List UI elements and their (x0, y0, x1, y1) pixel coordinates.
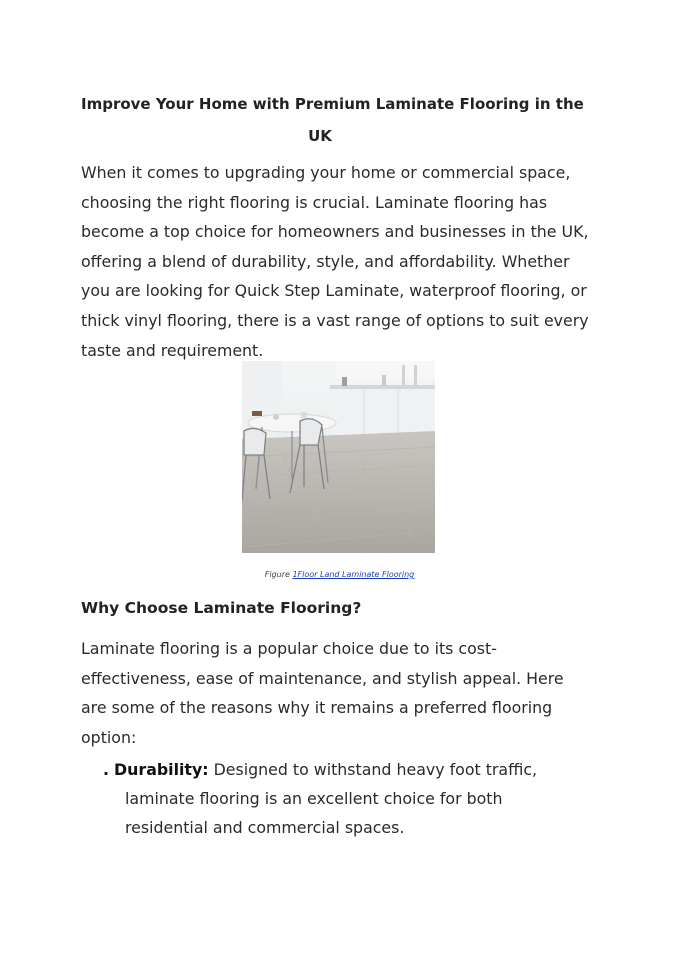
kitchen-scene-illustration (242, 361, 435, 553)
bullet-text-line-3: residential and commercial spaces. (125, 818, 405, 837)
section-heading: Why Choose Laminate Flooring? (81, 599, 362, 617)
reasons-line: are some of the reasons why it remains a preferred flooring (81, 698, 553, 718)
reasons-line: Laminate flooring is a popular choice due to its cost- (81, 639, 497, 658)
laminate-floor-photo (242, 361, 435, 553)
page-title (81, 88, 601, 152)
intro-line: When it comes to upgrading your home or commercial space, (81, 163, 571, 182)
intro-line: thick vinyl flooring, there is a vast range of options to suit every (81, 310, 589, 330)
reasons-paragraph (81, 634, 571, 752)
figure-caption (0, 570, 679, 579)
page-title-line-2: UK (308, 127, 332, 145)
figure-caption-prefix: Figure (264, 570, 293, 579)
figure-caption-link[interactable]: 1Floor Land Laminate Flooring (292, 570, 415, 579)
intro-line: offering a blend of durability, style, and affordability. Whether (81, 251, 570, 271)
bullet-label: Durability: (114, 760, 209, 779)
bullet-marker: . (103, 760, 110, 779)
intro-paragraph (81, 158, 591, 365)
bullet-text-line-2: laminate flooring is an excellent choice for both (125, 789, 503, 808)
intro-line: taste and requirement. (81, 340, 264, 360)
reasons-line: effectiveness, ease of maintenance, and stylish appeal. Here (81, 668, 564, 688)
intro-line: you are looking for Quick Step Laminate, waterproof flooring, or (81, 281, 587, 301)
intro-line: become a top choice for homeowners and businesses in the UK, (81, 222, 589, 242)
bullet-text-line-1: Designed to withstand heavy foot traffic, (208, 760, 538, 779)
page-title-line-1: Improve Your Home with Premium Laminate Flooring in the (81, 95, 584, 113)
intro-line: choosing the right flooring is crucial. Laminate flooring has (81, 192, 548, 212)
reasons-line: option: (81, 727, 137, 747)
bullet-item-durability (103, 755, 553, 842)
